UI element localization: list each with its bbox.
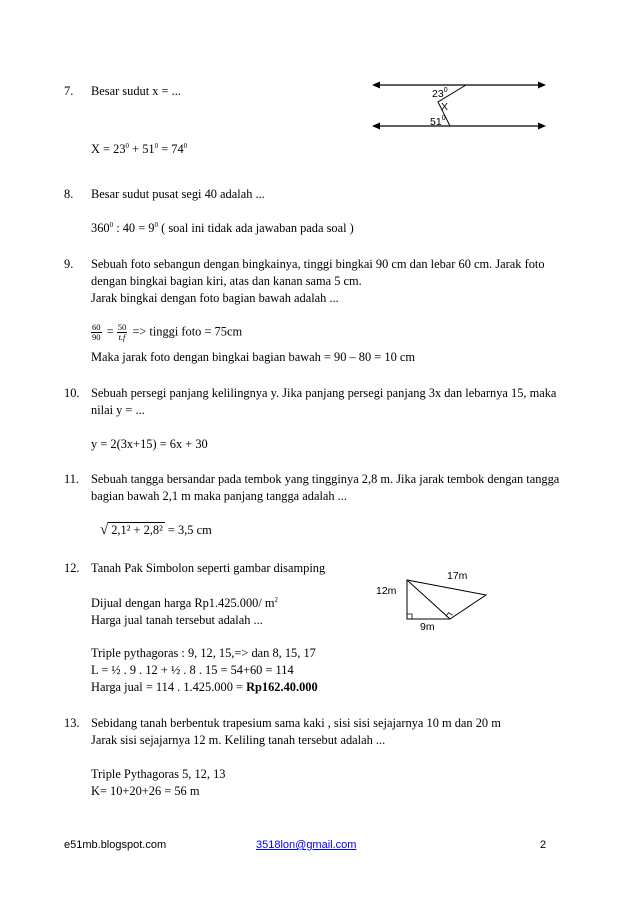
q7-answer: $X = 23^0 + 51^0 = 74^0$ bbox=[91, 142, 188, 156]
q9-answer-fraction: $\frac{60}{90}$ = $\frac{50}{t.f}$ => tinggi foto = 75cm bbox=[92, 322, 243, 342]
q8-number: 8. bbox=[64, 187, 74, 201]
q12-land-figure bbox=[400, 575, 500, 635]
q11-number: 11. bbox=[64, 472, 80, 486]
q10-line2: nilai y = ... bbox=[91, 403, 145, 417]
q7-x-label: X bbox=[441, 101, 449, 113]
q8-question: Besar sudut pusat segi 40 adalah ... bbox=[91, 187, 265, 201]
q9-line1: Sebuah foto sebangun dengan bingkainya, tinggi bingkai 90 cm dan lebar 60 cm. Jarak foto bbox=[91, 257, 545, 271]
q9-line2: dengan bingkai bagian kiri, atas dan kanan sama 5 cm. bbox=[91, 274, 362, 288]
sqrt-symbol: √ bbox=[100, 522, 109, 538]
q11-line1: Sebuah tangga bersandar pada tembok yang tingginya 2,8 m. Jika jarak tembok dengan tangga bbox=[91, 472, 560, 486]
q7-question: Besar sudut x = ... bbox=[91, 84, 181, 98]
q7-number: 7. bbox=[64, 84, 74, 98]
footer-email-link[interactable]: 3518lon@gmail.com bbox=[256, 839, 357, 851]
q9-answer2: Maka jarak foto dengan bingkai bagian bawah = 90 – 80 = 10 cm bbox=[91, 350, 415, 364]
sqrt-radicand: 2,1² + 2,8² bbox=[108, 522, 165, 538]
q12-label-9m: 9m bbox=[420, 621, 435, 633]
q12-line1: Tanah Pak Simbolon seperti gambar disamping bbox=[91, 561, 326, 575]
q12-label-17m: 17m bbox=[447, 570, 468, 582]
q11-line2: bagian bawah 2,1 m maka panjang tangga adalah ... bbox=[91, 489, 347, 503]
q12-label-12m: 12m bbox=[376, 585, 397, 597]
q13-line1: Sebidang tanah berbentuk trapesium sama kaki , sisi sisi sejajarnya 10 m dan 20 m bbox=[91, 716, 501, 730]
q13-number: 13. bbox=[64, 716, 80, 730]
q7-angle-top-label: $23^0$ bbox=[432, 87, 448, 100]
q9-number: 9. bbox=[64, 257, 74, 271]
q10-line1: Sebuah persegi panjang kelilingnya y. Jika panjang persegi panjang 3x dan lebarnya 15, maka bbox=[91, 386, 557, 400]
q12-answer1: Triple pythagoras : 9, 12, 15,=> dan 8, 15, 17 bbox=[91, 646, 316, 660]
q13-line2: Jarak sisi sejajarnya 12 m. Keliling tanah tersebut adalah ... bbox=[91, 733, 386, 747]
q7-parallel-lines-figure bbox=[370, 80, 550, 135]
fraction-50-tf: $\frac{50}{t.f}$ bbox=[117, 322, 127, 342]
q10-number: 10. bbox=[64, 386, 80, 400]
footer-site: e51mb.blogspot.com bbox=[64, 839, 167, 851]
q12-answer3: Harga jual = 114 . 1.425.000 = Rp162.40.000 bbox=[91, 680, 318, 694]
q12-answer2: L = ½ . 9 . 12 + ½ . 8 . 15 = 54+60 = 114 bbox=[91, 663, 294, 677]
q12-number: 12. bbox=[64, 561, 80, 575]
q13-answer1: Triple Pythagoras 5, 12, 13 bbox=[91, 767, 226, 781]
q13-answer2: K= 10+20+26 = 56 m bbox=[91, 784, 200, 798]
q7-angle-bottom-label: $51^0$ bbox=[430, 115, 446, 128]
fraction-60-90: $\frac{60}{90}$ bbox=[92, 322, 101, 342]
q12-line3: Harga jual tanah tersebut adalah ... bbox=[91, 613, 263, 627]
page-number: 2 bbox=[540, 839, 547, 851]
q10-answer: y = 2(3x+15) = 6x + 30 bbox=[91, 437, 208, 451]
q12-line2: Dijual dengan harga Rp1.425.000/ $m^2$ bbox=[91, 596, 279, 610]
q11-answer: √ 2,1² + 2,8² = 3,5 cm bbox=[100, 522, 212, 538]
q9-line3: Jarak bingkai dengan foto bagian bawah adalah ... bbox=[91, 291, 339, 305]
q8-answer: $360^0$ : $40 = 9^0$ ( soal ini tidak ada jawaban pada soal ) bbox=[91, 221, 354, 235]
